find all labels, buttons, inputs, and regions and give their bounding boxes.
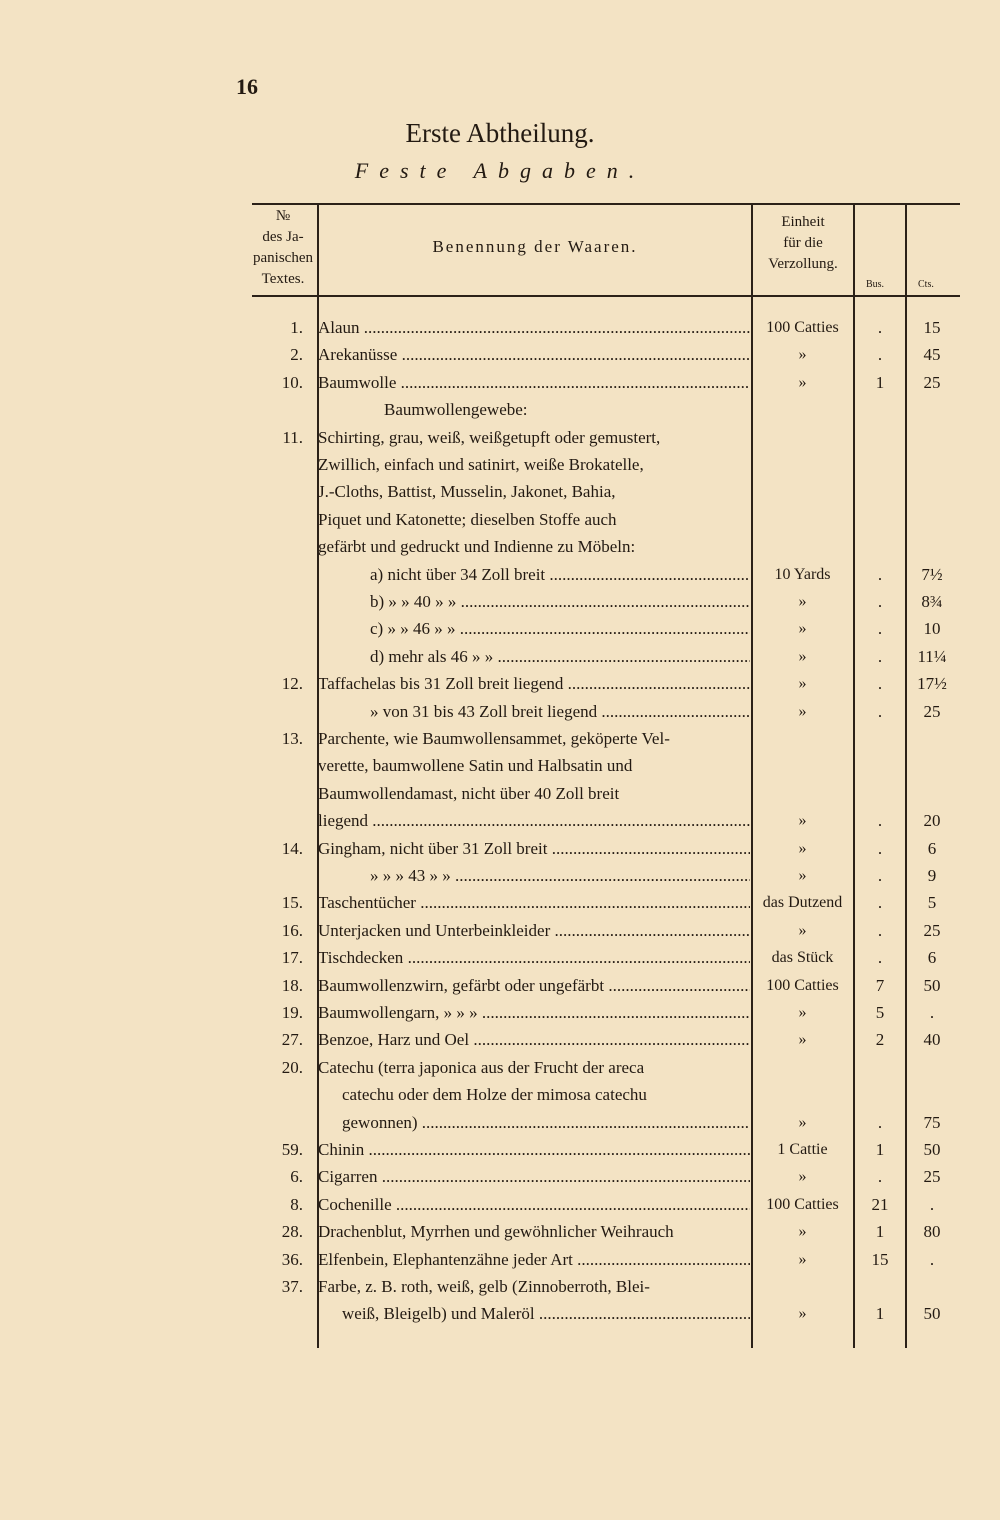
row-bus: . [877, 1167, 883, 1187]
row-description: Elfenbein, Elephantenzähne jeder Art ..... [318, 1246, 750, 1273]
table-row [0, 917, 1000, 944]
table-row [0, 807, 1000, 834]
row-number: 8. [290, 1194, 303, 1214]
row-description: Tischdecken ..... [318, 944, 750, 971]
row-bus: . [877, 619, 883, 639]
header-number [250, 206, 316, 290]
row-description: gewonnen) ..... [318, 1109, 750, 1136]
row-number: 11. [282, 427, 303, 447]
row-number: 13. [281, 729, 303, 748]
row-cts: 8¾ [921, 592, 943, 611]
table-row [0, 1136, 1000, 1163]
row-description: Zwillich, einfach und satinirt, weiße Brokatelle, [318, 455, 644, 474]
row-cts: 25 [923, 920, 941, 940]
table-row [0, 478, 1000, 505]
row-bus: . [877, 1112, 883, 1132]
row-number: 37. [281, 1277, 303, 1296]
header-unit [753, 212, 853, 275]
row-cts: 50 [923, 1304, 941, 1324]
row-bus: . [877, 948, 883, 968]
row-cts: 20 [923, 811, 941, 831]
table-row [0, 561, 1000, 588]
row-number: 36. [281, 1249, 303, 1269]
row-unit: 100 Catties [766, 1195, 839, 1213]
header-number-line: panischen [253, 250, 313, 266]
row-description: J.-Cloths, Battist, Musselin, Jakonet, Bahia, [318, 482, 616, 502]
row-cts: 40 [923, 1030, 941, 1050]
row-number: 14. [281, 838, 303, 858]
row-description: Taschentücher ..... [318, 889, 750, 916]
table-row [0, 1246, 1000, 1273]
row-unit: das Dutzend [762, 894, 843, 912]
row-unit: » [798, 593, 807, 610]
row-description: weiß, Bleigelb) und Maleröl ..... [318, 1300, 750, 1327]
row-bus: 2 [875, 1030, 885, 1050]
header-unit-line: Einheit [781, 214, 825, 230]
row-number: 2. [290, 345, 303, 365]
section-subtitle: Feste Abgaben. [354, 158, 646, 183]
table-row [0, 862, 1000, 889]
row-description: Gingham, nicht über 31 Zoll breit ..... [318, 835, 750, 862]
row-unit: » [798, 1168, 807, 1186]
row-cts: 17½ [917, 674, 947, 694]
row-description: Baumwollengarn, » » » ..... [318, 999, 750, 1026]
row-bus: . [877, 674, 883, 694]
row-description: » von 31 bis 43 Zoll breit liegend ..... [318, 698, 750, 725]
row-number: 20. [281, 1057, 303, 1077]
row-description: Piquet und Katonette; dieselben Stoffe auch [318, 509, 617, 529]
row-bus: 21 [871, 1194, 889, 1214]
row-description: Cochenille ..... [318, 1191, 750, 1218]
row-number: 18. [281, 975, 303, 995]
row-unit: » [798, 839, 807, 857]
table-row [0, 451, 1000, 478]
row-description: Baumwollendamast, nicht über 40 Zoll breit [318, 783, 620, 803]
row-unit: » [798, 1305, 807, 1323]
table-row [0, 1054, 1000, 1081]
row-cts: 75 [923, 1112, 941, 1132]
row-description: » » » 43 » » ..... [318, 862, 750, 889]
row-unit: » [798, 1031, 807, 1049]
row-bus: 5 [875, 1003, 885, 1022]
row-bus: . [877, 920, 883, 940]
row-number: 19. [281, 1003, 303, 1022]
row-description: Baumwollengewebe: [384, 400, 528, 420]
row-unit: » [798, 867, 807, 884]
row-number: 16. [281, 920, 303, 940]
row-unit: » [798, 373, 807, 391]
row-unit: 1 Cattie [777, 1141, 828, 1158]
table-row [0, 944, 1000, 971]
row-description: gefärbt und gedruckt und Indienne zu Möbeln: [318, 537, 636, 557]
row-unit: 10 Yards [774, 565, 831, 583]
header-number-line: № [275, 208, 291, 224]
row-cts: . [929, 1249, 935, 1269]
row-cts: . [929, 1194, 935, 1214]
table-row [0, 835, 1000, 862]
row-bus: 15 [871, 1249, 889, 1269]
header-cts: Cts. [918, 279, 934, 290]
table-row [0, 752, 1000, 779]
row-cts: 25 [923, 372, 941, 392]
header-number-line: Textes. [261, 271, 305, 287]
row-bus: . [877, 893, 883, 913]
row-description: catechu oder dem Holze der mimosa catechu [342, 1085, 647, 1105]
table-row [0, 424, 1000, 451]
row-cts: . [929, 1003, 935, 1022]
table-row [0, 889, 1000, 916]
row-bus: 1 [875, 1304, 885, 1324]
row-description: verette, baumwollene Satin und Halbsatin und [318, 756, 633, 776]
row-description: Unterjacken und Unterbeinkleider ..... [318, 917, 750, 944]
row-description: Baumwollenzwirn, gefärbt oder ungefärbt ..... [318, 972, 750, 999]
row-description: Arekanüsse ..... [318, 341, 750, 368]
row-description: Drachenblut, Myrrhen und gewöhnlicher Weihrauch [318, 1222, 674, 1242]
table-row [0, 533, 1000, 560]
section-title: Erste Abtheilung. [405, 118, 595, 148]
row-number: 1. [290, 318, 303, 337]
row-description: Farbe, z. B. roth, weiß, gelb (Zinnoberroth, Blei- [318, 1277, 650, 1296]
row-number: 59. [281, 1140, 303, 1159]
row-unit: » [798, 1004, 807, 1021]
row-number: 28. [281, 1222, 303, 1242]
table-row [0, 1026, 1000, 1053]
row-cts: 10 [923, 619, 941, 639]
table-row [0, 314, 1000, 341]
table-row [0, 1300, 1000, 1327]
table-row [0, 1273, 1000, 1300]
row-bus: . [877, 318, 883, 337]
row-number: 10. [281, 372, 303, 392]
table-row [0, 999, 1000, 1026]
row-description: Alaun ..... [318, 314, 750, 341]
row-bus: . [877, 345, 883, 365]
row-number: 27. [281, 1030, 303, 1050]
row-description: Catechu (terra japonica aus der Frucht der areca [318, 1057, 645, 1077]
row-cts: 50 [923, 1140, 941, 1159]
row-bus: . [877, 592, 883, 611]
row-description: a) nicht über 34 Zoll breit ..... [318, 561, 750, 588]
header-number-line: des Ja- [262, 229, 304, 245]
table-row [0, 725, 1000, 752]
row-unit: 100 Catties [766, 319, 839, 336]
row-description: Baumwolle ..... [318, 369, 750, 396]
table-row [0, 615, 1000, 642]
row-description: Schirting, grau, weiß, weißgetupft oder gemustert, [318, 427, 661, 447]
row-description: b) » » 40 » » ..... [318, 588, 750, 615]
table-row [0, 369, 1000, 396]
row-cts: 50 [923, 975, 941, 995]
row-unit: 100 Catties [766, 976, 839, 994]
table-row [0, 1109, 1000, 1136]
row-number: 12. [281, 674, 303, 694]
row-unit: » [798, 812, 807, 830]
row-number: 15. [281, 893, 303, 913]
row-description: Parchente, wie Baumwollensammet, geköperte Vel- [318, 729, 670, 748]
row-cts: 45 [923, 345, 941, 365]
row-description: liegend ..... [318, 807, 750, 834]
row-bus: . [877, 811, 883, 831]
row-cts: 9 [927, 866, 937, 885]
row-cts: 80 [923, 1222, 941, 1242]
row-cts: 7½ [921, 564, 943, 584]
row-bus: 7 [875, 975, 885, 995]
row-unit: » [798, 1223, 807, 1241]
row-cts: 15 [923, 318, 941, 337]
row-cts: 25 [923, 1167, 941, 1187]
row-description: Chinin ..... [318, 1136, 750, 1163]
table-row [0, 396, 1000, 423]
table-row [0, 1163, 1000, 1190]
table-row [0, 780, 1000, 807]
row-bus: . [877, 646, 883, 666]
row-unit: » [798, 346, 807, 364]
table-row [0, 1218, 1000, 1245]
page-number: 16 [236, 74, 258, 99]
table-row [0, 972, 1000, 999]
row-cts: 5 [927, 893, 937, 913]
row-bus: 1 [875, 1222, 885, 1242]
row-description: Taffachelas bis 31 Zoll breit liegend ..... [318, 670, 750, 697]
table-row [0, 698, 1000, 725]
row-description: c) » » 46 » » ..... [318, 615, 750, 642]
row-bus: . [877, 866, 883, 885]
row-description: Benzoe, Harz und Oel ..... [318, 1026, 750, 1053]
row-bus: . [877, 838, 883, 858]
row-cts: 6 [927, 948, 937, 968]
row-number: 17. [281, 948, 303, 968]
table-row [0, 1081, 1000, 1108]
row-bus: 1 [875, 372, 885, 392]
row-cts: 25 [923, 701, 941, 721]
table-row [0, 670, 1000, 697]
row-description: d) mehr als 46 » » ..... [318, 643, 750, 670]
row-unit: das Stück [771, 949, 834, 967]
row-number: 6. [290, 1167, 303, 1187]
table-row [0, 588, 1000, 615]
row-unit: » [798, 1113, 807, 1131]
table-row [0, 643, 1000, 670]
header-bus: Bus. [866, 279, 885, 290]
row-cts: 11¼ [917, 646, 947, 666]
row-unit: » [798, 921, 807, 939]
header-unit-line: Verzollung. [768, 256, 838, 272]
table-row [0, 341, 1000, 368]
row-unit: » [798, 620, 807, 638]
row-unit: » [798, 647, 807, 665]
row-unit: » [798, 702, 807, 720]
table-row [0, 1191, 1000, 1218]
header-name: Benennung der Waaren. [432, 237, 638, 256]
header-unit-line: für die [783, 235, 823, 251]
row-cts: 6 [927, 838, 937, 858]
row-bus: . [877, 701, 883, 721]
row-bus: 1 [875, 1140, 885, 1159]
row-description: Cigarren ..... [318, 1163, 750, 1190]
row-unit: » [798, 675, 807, 693]
row-bus: . [877, 564, 883, 584]
row-unit: » [798, 1250, 807, 1268]
table-row [0, 506, 1000, 533]
